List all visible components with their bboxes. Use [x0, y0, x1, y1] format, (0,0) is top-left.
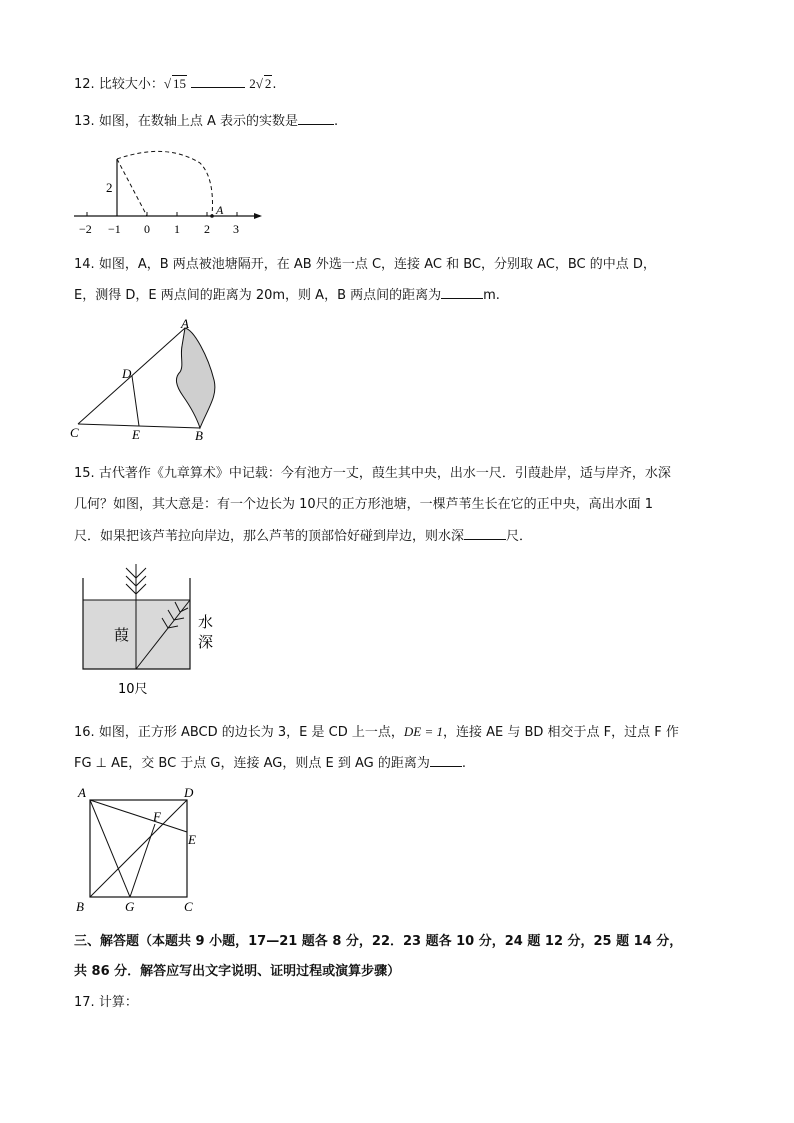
reed-label: 葭 [114, 626, 130, 644]
label-c: C [70, 425, 79, 440]
equation-de: DE = 1 [403, 724, 443, 739]
label-d: D [184, 785, 194, 800]
segment-fg [130, 824, 155, 897]
label-g: G [125, 899, 135, 914]
point-a [210, 214, 214, 218]
segment-ca [78, 328, 185, 424]
question-text: 计算： [98, 995, 138, 1010]
arc-dashed [117, 151, 213, 216]
label-b: B [195, 428, 203, 443]
question-number: 14. [74, 257, 95, 272]
section-3-heading-line-2: 共 86 分．解答应写出文字说明、证明过程或演算步骤） [74, 964, 401, 979]
label-c: C [184, 899, 193, 914]
question-14-line-2: E，测得 D，E 两点间的距离为 20m，则 A，B 两点间的距离为 m. [74, 288, 500, 303]
question-15-line-3: 尺．如果把该芦苇拉向岸边，那么芦苇的顶部恰好碰到岸边，则水深 尺． [74, 529, 533, 544]
question-number: 15. [74, 466, 95, 481]
tick-label: −2 [79, 222, 92, 236]
question-16-line-2: FG ⊥ AE，交 BC 于点 G，连接 AG，则点 E 到 AG 的距离为 . [74, 756, 466, 771]
label-e: E [132, 427, 140, 442]
label-f: F [153, 809, 161, 824]
question-13: 13. 如图，在数轴上点 A 表示的实数是 . [74, 114, 339, 129]
tick-label: 2 [204, 222, 210, 236]
question-15-line-2 [74, 493, 653, 512]
segment-ae [90, 800, 187, 832]
axis-arrow [254, 213, 262, 219]
square-figure [74, 784, 214, 916]
label-a: A [78, 785, 86, 800]
question-12: 12. 比较大小：√ 15 2√ 2. [74, 76, 277, 92]
depth-label-2: 深 [198, 633, 214, 651]
answer-blank [441, 286, 483, 299]
tick-label: 1 [174, 222, 180, 236]
answer-blank [298, 112, 334, 125]
answer-blank [464, 527, 506, 540]
pond [176, 328, 214, 428]
question-text: 如图，A，B 两点被池塘隔开，在 AB 外选一点 C，连接 AC 和 BC，分别取 AC，BC 的中点 D， [98, 257, 656, 272]
tick-label: 0 [144, 222, 150, 236]
segment-de [132, 376, 139, 426]
tick-label: −1 [108, 222, 121, 236]
question-15-line-1 [74, 462, 671, 481]
answer-blank [191, 75, 245, 88]
question-text: FG ⊥ AE，交 BC 于点 G，连接 AG，则点 E 到 AG 的距离为 [74, 756, 430, 771]
question-text: 古代著作《九章算术》中记载：今有池方一丈，葭生其中央，出水一尺．引葭赴岸，适与岸齐，水深 [98, 466, 671, 481]
label-a: A [181, 316, 189, 331]
question-text: 比较大小： [98, 77, 164, 92]
number-line-figure [70, 148, 270, 240]
question-text: 如图，在数轴上点 A 表示的实数是 [98, 114, 298, 129]
question-number: 16. [74, 725, 95, 740]
segment-bd [90, 800, 187, 897]
section-3-heading-line-1: 三、解答题（本题共 9 小题，17—21 题各 8 分，22．23 题各 10 分，24 题 12 分，25 题 14 分， [74, 934, 683, 949]
point-a-label: A [216, 203, 224, 217]
width-label: 10尺 [118, 682, 148, 697]
label-e: E [188, 832, 196, 847]
question-number: 13. [74, 114, 95, 129]
question-17 [74, 991, 138, 1010]
question-text: 几何？如图，其大意是：有一个边长为 10尺的正方形池塘，一棵芦苇生长在它的正中央，高出水面 1 [74, 497, 654, 512]
question-text: 如图，正方形 ABCD 的边长为 3，E 是 CD 上一点， [98, 725, 404, 740]
label-b: B [76, 899, 84, 914]
pond-triangle-figure [68, 316, 228, 444]
label-d: D [122, 366, 132, 381]
question-number: 12. [74, 77, 95, 92]
question-number: 17. [74, 995, 95, 1010]
answer-blank [430, 754, 462, 767]
tick-label: 3 [233, 222, 239, 236]
sqrt-15: √ 15 [163, 76, 186, 91]
question-16-line-1: 16. 如图，正方形 ABCD 的边长为 3，E 是 CD 上一点，DE = 1，连接 AE 与 BD 相交于点 F，过点 F 作 [74, 724, 679, 740]
height-label: 2 [106, 180, 113, 195]
segment-ag [90, 800, 130, 897]
question-text: E，测得 D，E 两点间的距离为 20m，则 A，B 两点间的距离为 [74, 288, 442, 303]
reed-pond-figure [80, 560, 230, 700]
hypotenuse-dashed [117, 159, 147, 216]
question-14-line-1 [74, 253, 656, 272]
question-text: 尺．如果把该芦苇拉向岸边，那么芦苇的顶部恰好碰到岸边，则水深 [74, 529, 465, 544]
depth-label-1: 水 [198, 613, 214, 631]
two-sqrt-2: 2√ 2 [249, 76, 272, 91]
